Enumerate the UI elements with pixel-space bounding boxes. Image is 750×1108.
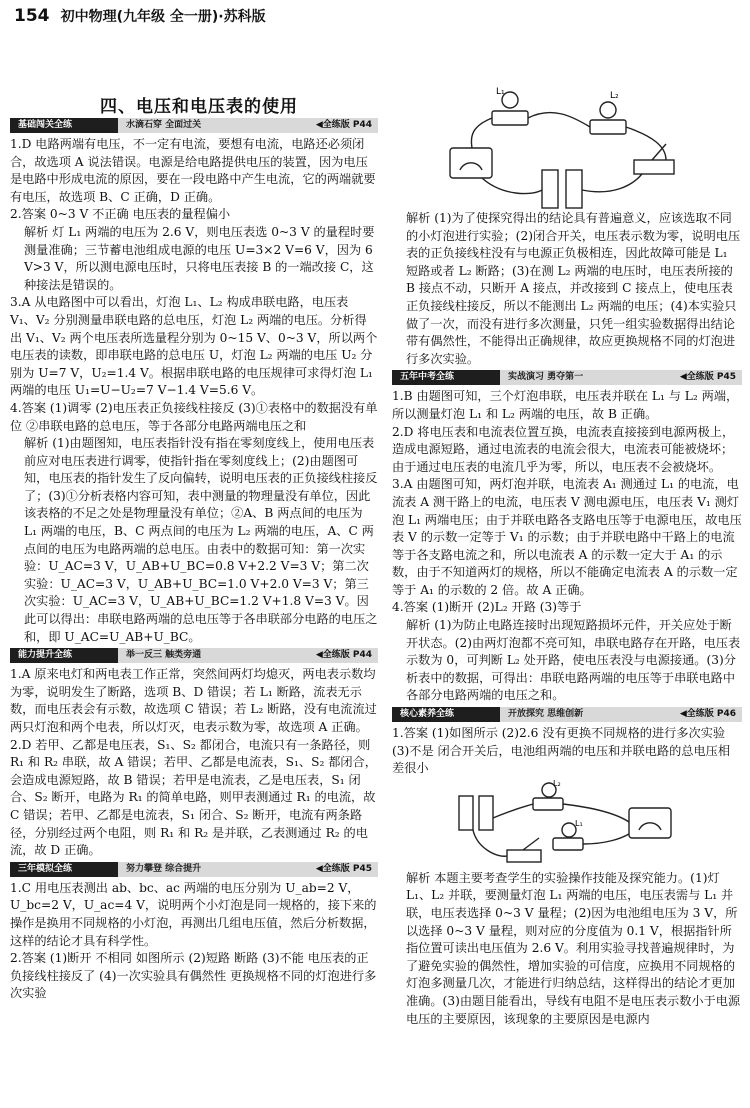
band-extend: 能力提升全练 举一反三 触类旁通 ◀全练版 P44	[10, 648, 378, 663]
answer-item: 2.D 将电压表和电流表位置互换，电流表直接接到电源两极上，造成电源短路，通过电流表的电流会很大，电流表可能被烧坏；由于通过电压表的电流几乎为零，所以，电压表不会被烧坏。	[392, 424, 735, 474]
answer-item: 1.答案 (1)如图所示 (2)2.6 没有更换不同规格的进行多次实验 (3)不是 闭合开关后，电池组两端的电压和并联电路的总电压相差很小	[392, 726, 731, 776]
right-column	[392, 86, 742, 1028]
band-three-year: 三年模拟全练 努力攀登 综合提升 ◀全练版 P45	[10, 862, 378, 877]
circuit-figure-1	[442, 86, 692, 210]
section-title: 四、电压和电压表的使用	[100, 97, 298, 117]
left-column	[10, 116, 378, 1003]
analysis-item: 解析 (1)为防止电路连接时出现短路损坏元件，开关应处于断开状态。(2)由两灯泡都不亮可知，串联电路存在开路，电压表示数为 0，可判断 L₂ 处开路，使电压表没与电源接通。(3)分析表中的数据，可得出：串联电路两端的电压等于串联电路中各部分电路两端的电压之和。	[406, 618, 741, 703]
band-core: 核心素养全练 开放探究 思维创新 ◀全练版 P46	[392, 707, 742, 722]
band-basic: 基础闯关全练 水滴石穿 全面过关 ◀全练版 P44	[10, 118, 378, 133]
answer-item: 1.D 电路两端有电压，不一定有电流，要想有电流，电路还必须闭合，故选项 A 说法错误。电源是给电路提供电压的装置，因为电压是电路中形成电流的原因，要在一段电路中产生电流，它的两端就要有电压，故选项 B、C 正确，D 正确。	[10, 137, 376, 204]
band-five-year: 五年中考全练 实战演习 勇夺第一 ◀全练版 P45	[392, 370, 742, 385]
svg-text:L₁: L₁	[496, 87, 505, 97]
analysis-item: 解析 灯 L₁ 两端的电压为 2.6 V，则电压表选 0~3 V 的量程时要测量准确；三节蓄电池组成电源的电压 U=3×2 V=6 V，因为 6 V>3 V，所以测电源电压时，只将电压表接 B 的一端改接 C，这种接法是错误的。	[24, 224, 375, 292]
answer-item: 4.答案 (1)调零 (2)电压表正负接线柱接反 (3)①表格中的数据没有单位 ②串联电路的总电压，等于各部分电路两端电压之和	[10, 400, 378, 433]
answer-item: 2.答案 0~3 V 不正确 电压表的量程偏小	[10, 207, 231, 222]
answer-item: 4.答案 (1)断开 (2)L₂ 开路 (3)等于	[392, 600, 582, 615]
answer-item: 2.D 若甲、乙都是电压表，S₁、S₂ 都闭合，电流只有一条路径，则 R₁ 和 R₂ 串联，故 A 错误；若甲、乙都是电流表，S₁、S₂ 都闭合，会造成电源短路，故 B 错误；若甲是电流表，乙是电压表，S₁ 闭合、S₂ 断开，电路为 R₁ 的简单电路，则甲表测通过 R₁ 的电流，故 C 错误；若甲、乙都是电流表，S₁ 闭合、S₂ 断开，电流有两条路径，分别经过两个电阻，则 R₁ 和 R₂ 是并联，乙表测通过 R₂ 的电流，故 D 正确。	[10, 737, 377, 858]
answer-item: 1.C 用电压表测出 ab、bc、ac 两端的电压分别为 U_ab=2 V，U_bc=2 V，U_ac=4 V，说明两个小灯泡是同一规格的，接下来的操作是换用不同规格的小灯泡，再测出几组电压值，然后分析数据，这样的结论才具有科学性。	[10, 880, 377, 948]
svg-text:L₂: L₂	[553, 778, 561, 788]
answer-item: 3.A 由题图可知，两灯泡并联，电流表 A₁ 测通过 L₁ 的电流，电流表 A 测干路上的电流，电压表 V 测电源电压，电压表 V₁ 测灯泡 L₁ 两端电压；由于并联电路各支路电压等于电源电压，故电压表 V 的示数一定等于 V₁ 的示数；由于并联电路中干路上的电流等于各支路电流之和，所以电流表 A 的示数一定大于 A₁ 的示数，由于不知道两灯的规格，所以不能确定电流表 A 的示数一定等于 A₁ 的示数的 2 倍。故 A 正确。	[392, 477, 742, 597]
answer-item: 2.答案 (1)断开 不相同 如图所示 (2)短路 断路 (3)不能 电压表的正负接线柱接反了 (4)一次实验具有偶然性 更换规格不同的灯泡进行多次实验	[10, 951, 377, 1001]
analysis-item: 解析 (1)由题图知，电压表指针没有指在零刻度线上，使用电压表前应对电压表进行调零，使指针指在零刻度线上；(2)由题图可知，电压表的指针发生了反向偏转，说明电压表的正负接线柱接反了；(3)①分析表格内容可知，表中测量的物理量没有单位，因此该表格的不足之处是物理量没有单位；②A、B 两点间的电压为 L₁ 两端的电压，B、C 两点间的电压为 L₂ 两端的电压，A、C 两点间的电压为电路两端的总电压。由表中的数据可知：第一次实验：U_AC=3 V，U_AB+U_BC=0.8 V+2.2 V=3 V；第二次实验：U_AC=3 V，U_AB+U_BC=1.0 V+2.0 V=3 V；第三次实验：U_AC=3 V，U_AB+U_BC=1.2 V+1.8 V=3 V。因此可以得出：串联电路两端的总电压等于各串联部分电路的电压之和，即 U_AC=U_AB+U_BC。	[24, 436, 378, 644]
page-number: 154	[14, 6, 50, 26]
answer-item: 1.B 由题图可知，三个灯泡串联，电压表并联在 L₁ 与 L₂ 两端，所以测量灯泡 L₁ 和 L₂ 两端的电压，故 B 正确。	[392, 389, 739, 421]
answer-item: 1.A 原来电灯和两电表工作正常，突然间两灯均熄灭，两电表示数均为零，说明发生了断路，选项 B、D 错误；若 L₁ 断路，流表无示数，而电压表会有示数，故选项 C 错误；若 L₂ 断路，没有电流流过两只灯泡和两个电表，所以灯灭，电表示数为零，故选项 A 正确。	[10, 667, 377, 734]
book-title: 初中物理(九年级 全一册)·苏科版	[60, 9, 266, 25]
analysis-item: 解析 本题主要考查学生的实验操作技能及探究能力。(1)灯 L₁、L₂ 并联，要测量灯泡 L₁ 两端的电压，电压表需与 L₁ 并联，电压表选择 0~3 V 量程；(2)因为电池组电压为 3 V，所以选择 0~3 V 量程，则对应的分度值为 0.1 V，根据指针所指位置可读出电压值为 2.6 V。利用实验寻找普遍规律时，为了避免实验的偶然性，增加实验的可信度，应换用不同规格的灯泡多测量几次，才能进行归纳总结，这样得出的结论才更加准确。(3)由题目能看出，导线有电阻不是电压表示数小于电源电压的主要原因，该现象的主要原因是电源内	[406, 870, 741, 1026]
page-header	[14, 6, 266, 26]
svg-text:L₁: L₁	[575, 818, 583, 828]
answer-item: 3.A 从电路图中可以看出，灯泡 L₁、L₂ 构成串联电路，电压表 V₁、V₂ 分别测量串联电路的总电压，灯泡 L₂ 两端的电压。分析得出 V₁、V₂ 两个电压表所选量程分别为 0~15 V、0~3 V，所以两个电压表的读数，即串联电路的总电压 U，灯泡 L₂ 两端的电压 U₂ 分别为 U=7 V，U₂=1.4 V。根据串联电路的电压规律可求得灯泡 L₁ 两端的电压 U₁=U−U₂=7 V−1.4 V=5.6 V。	[10, 295, 378, 398]
circuit-figure-2	[447, 778, 687, 870]
svg-text:L₂: L₂	[610, 91, 619, 101]
analysis-item: 解析 (1)为了使探究得出的结论具有普遍意义，应该选取不同的小灯泡进行实验；(2)闭合开关，电压表示数为零，说明电压表的正负接线柱没有与电源正负极相连，因此故障可能是 L₁ 短路或者 L₂ 断路；(3)在测 L₂ 两端的电压时，电压表所接的 B 接点不动，只断开 A 接点，并改接到 C 接点上，使电压表正负接线柱接反，所以不能测出 L₂ 两端的电压；(4)本实验只做了一次，而没有进行多次测量，只凭一组实验数据得出结论带有偶然性，不能得出正确规律，故应更换规格不同的灯泡进行多次实验。	[406, 211, 741, 366]
